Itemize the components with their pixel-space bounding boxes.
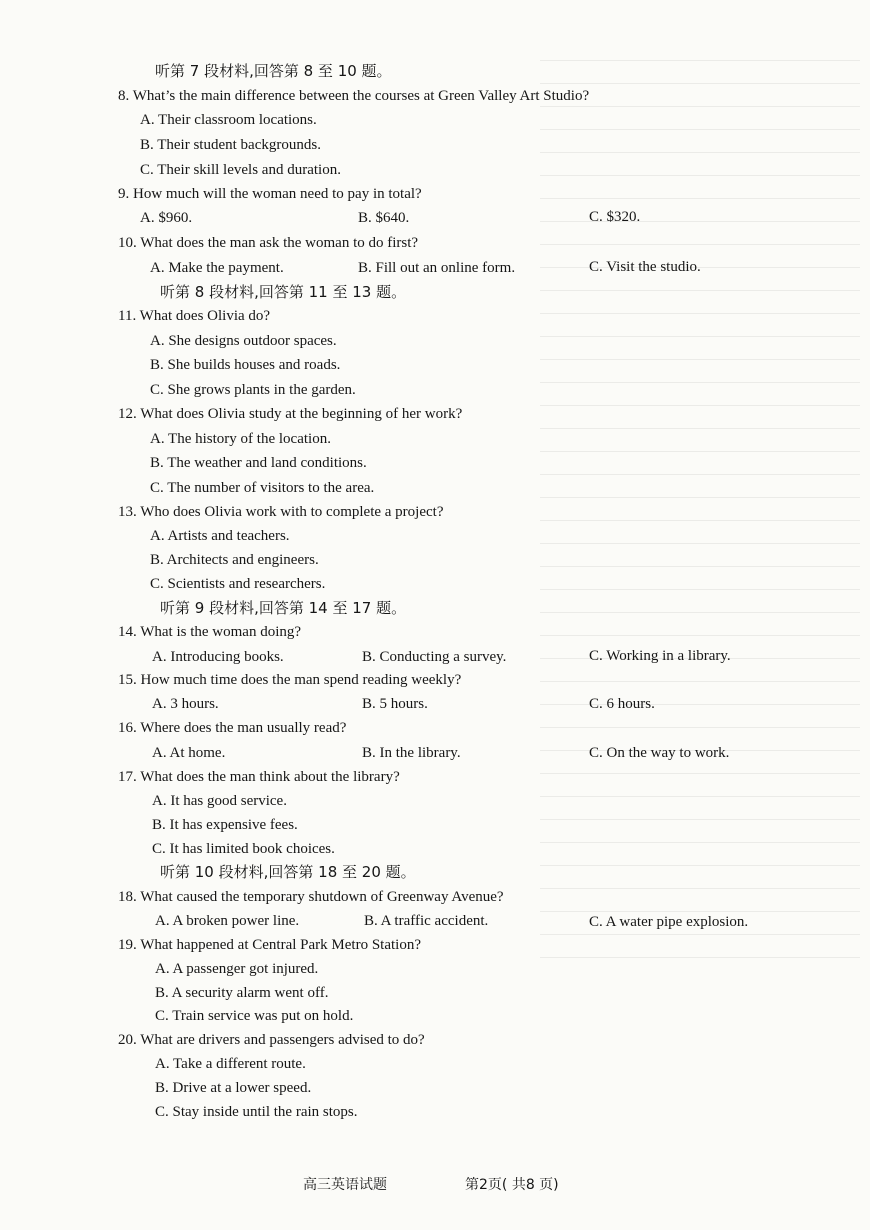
- option-c: C. She grows plants in the garden.: [150, 382, 356, 398]
- section-header: 听第 8 段材料,回答第 11 至 13 题。: [160, 283, 407, 301]
- option-a: A. Make the payment.: [150, 260, 284, 276]
- question-stem: 16. Where does the man usually read?: [118, 720, 347, 736]
- question-stem: 15. How much time does the man spend reading weekly?: [118, 672, 462, 688]
- question-stem: 10. What does the man ask the woman to do first?: [118, 235, 419, 251]
- option-b: B. Drive at a lower speed.: [155, 1080, 312, 1096]
- option-c: C. Working in a library.: [589, 648, 731, 664]
- option-a: A. Artists and teachers.: [150, 528, 290, 544]
- footer-page-number: 第2页( 共8 页): [465, 1177, 559, 1193]
- bleed-through-texture: [540, 60, 860, 1150]
- option-b: B. It has expensive fees.: [152, 817, 298, 833]
- question-stem: 19. What happened at Central Park Metro Station?: [118, 937, 421, 953]
- option-b: B. $640.: [358, 210, 410, 226]
- question-stem: 11. What does Olivia do?: [118, 308, 271, 324]
- section-header: 听第 10 段材料,回答第 18 至 20 题。: [160, 863, 416, 881]
- option-a: A. A passenger got injured.: [155, 961, 319, 977]
- option-b: B. Their student backgrounds.: [140, 137, 321, 153]
- question-stem: 8. What’s the main difference between the courses at Green Valley Art Studio?: [118, 88, 590, 104]
- option-c: C. It has limited book choices.: [152, 841, 335, 857]
- section-header: 听第 9 段材料,回答第 14 至 17 题。: [160, 599, 407, 617]
- question-stem: 14. What is the woman doing?: [118, 624, 302, 640]
- option-b: B. A security alarm went off.: [155, 985, 329, 1001]
- option-c: C. Their skill levels and duration.: [140, 162, 341, 178]
- option-a: A. A broken power line.: [155, 913, 300, 929]
- option-a: A. It has good service.: [152, 793, 287, 809]
- option-c: C. Scientists and researchers.: [150, 576, 326, 592]
- option-a: A. She designs outdoor spaces.: [150, 333, 337, 349]
- option-a: A. The history of the location.: [150, 431, 331, 447]
- question-stem: 13. Who does Olivia work with to complete a project?: [118, 504, 444, 520]
- question-stem: 9. How much will the woman need to pay in total?: [118, 186, 422, 202]
- option-b: B. The weather and land conditions.: [150, 455, 367, 471]
- question-stem: 12. What does Olivia study at the beginning of her work?: [118, 406, 463, 422]
- option-c: C. $320.: [589, 209, 641, 225]
- option-b: B. A traffic accident.: [364, 913, 489, 929]
- option-b: B. 5 hours.: [362, 696, 428, 712]
- option-b: B. Conducting a survey.: [362, 649, 507, 665]
- footer-title: 高三英语试题: [303, 1177, 387, 1193]
- option-a: A. $960.: [140, 210, 193, 226]
- option-a: A. 3 hours.: [152, 696, 219, 712]
- option-c: C. 6 hours.: [589, 696, 655, 712]
- question-stem: 17. What does the man think about the library?: [118, 769, 400, 785]
- option-c: C. Train service was put on hold.: [155, 1008, 354, 1024]
- option-b: B. Architects and engineers.: [150, 552, 319, 568]
- option-a: A. Take a different route.: [155, 1056, 306, 1072]
- option-b: B. In the library.: [362, 745, 461, 761]
- option-b: B. Fill out an online form.: [358, 260, 516, 276]
- question-stem: 20. What are drivers and passengers advised to do?: [118, 1032, 425, 1048]
- option-a: A. At home.: [152, 745, 226, 761]
- option-a: A. Their classroom locations.: [140, 112, 317, 128]
- option-a: A. Introducing books.: [152, 649, 284, 665]
- section-header: 听第 7 段材料,回答第 8 至 10 题。: [155, 62, 392, 80]
- option-c: C. The number of visitors to the area.: [150, 480, 375, 496]
- option-b: B. She builds houses and roads.: [150, 357, 341, 373]
- option-c: C. Stay inside until the rain stops.: [155, 1104, 358, 1120]
- option-c: C. On the way to work.: [589, 745, 730, 761]
- option-c: C. Visit the studio.: [589, 259, 701, 275]
- option-c: C. A water pipe explosion.: [589, 914, 749, 930]
- question-stem: 18. What caused the temporary shutdown of Greenway Avenue?: [118, 889, 504, 905]
